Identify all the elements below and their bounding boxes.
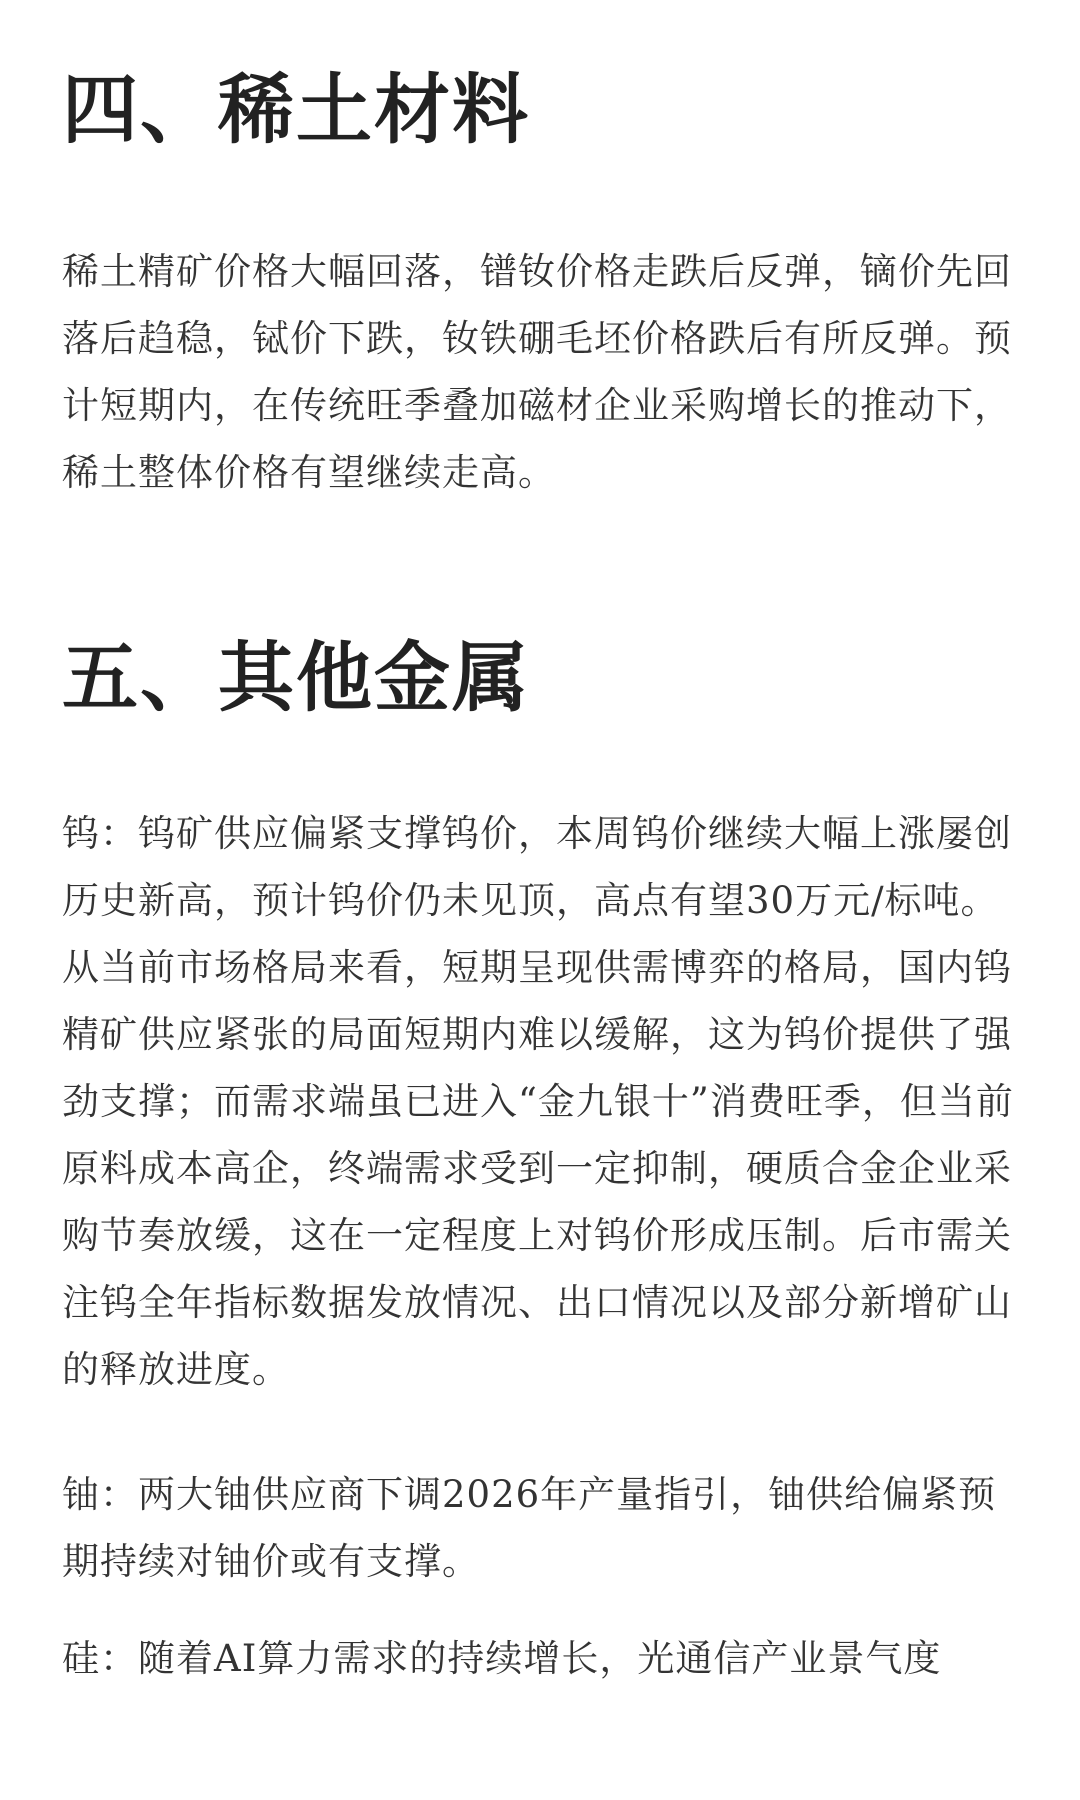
paragraph-tungsten: 钨：钨矿供应偏紧支撑钨价，本周钨价继续大幅上涨屡创历史新高，预计钨价仍未见顶，高点有望30万元/标吨。从当前市场格局来看，短期呈现供需博弈的格局，国内钨精矿供应紧张的局面短期内难以缓解，这为钨价提供了强劲支撑；而需求端虽已进入“金九银十”消费旺季，但当前原料成本高企，终端需求受到一定抑制，硬质合金企业采购节奏放缓，这在一定程度上对钨价形成压制。后市需关注钨全年指标数据发放情况、出口情况以及部分新增矿山的释放进度。 [62, 812, 1014, 1391]
paragraph-silicon: 硅：随着AI算力需求的持续增长，光通信产业景气度 [62, 1637, 942, 1680]
section-title-rare-earth: 四、稀土材料 [62, 65, 530, 154]
paragraph-rare-earth: 稀土精矿价格大幅回落，镨钕价格走跌后反弹，镝价先回落后趋稳，铽价下跌，钕铁硼毛坯价格跌后有所反弹。预计短期内，在传统旺季叠加磁材企业采购增长的推动下，稀土整体价格有望继续走高。 [62, 250, 1012, 494]
paragraph-uranium: 铀：两大铀供应商下调2026年产量指引，铀供给偏紧预期持续对铀价或有支撑。 [62, 1473, 997, 1583]
section-title-other-metals: 五、其他金属 [62, 633, 530, 722]
